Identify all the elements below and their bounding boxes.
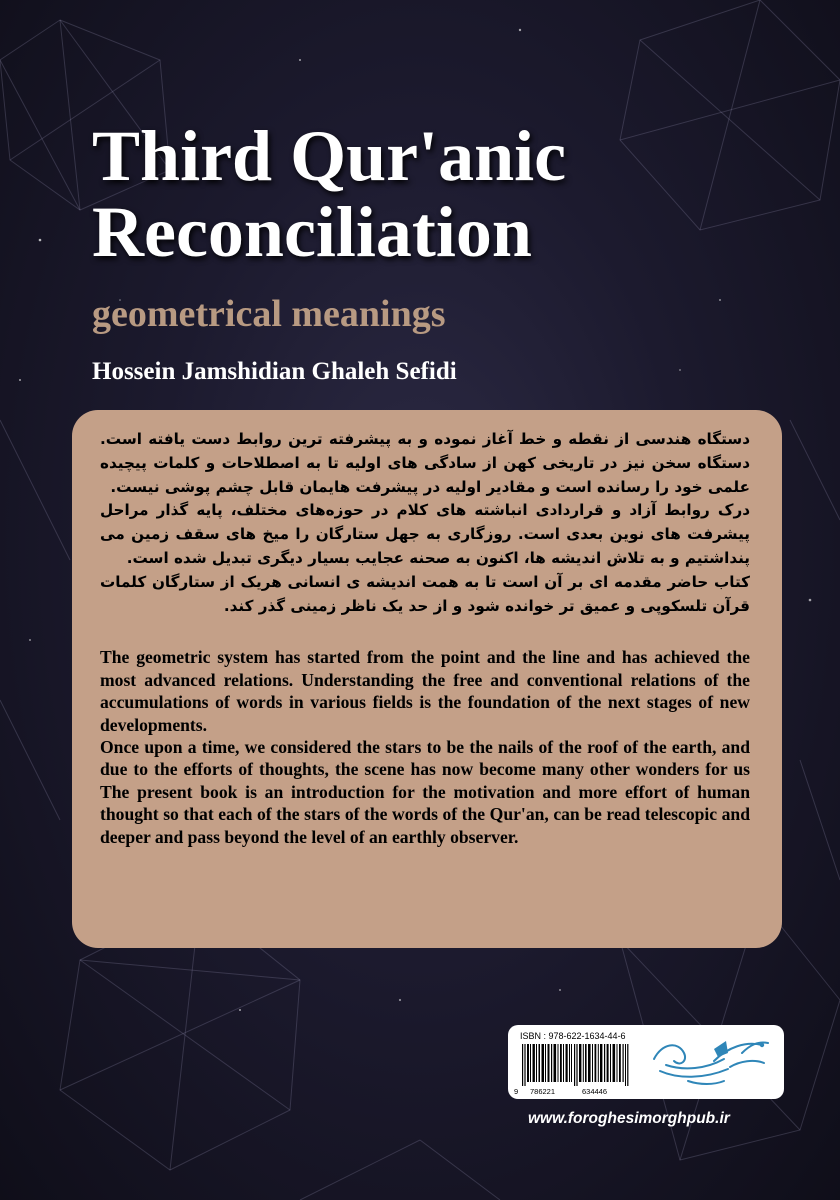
english-blurb: [100, 646, 750, 848]
persian-blurb: [100, 428, 750, 618]
barcode-digit-prefix: 9: [514, 1087, 519, 1096]
isbn-box: [508, 1025, 784, 1099]
persian-paragraph: درک روابط آزاد و قراردادی انباشته های کلام در حوزه‌های مختلف، پایه گذار مراحل پیشرفت های نوین بعدی است. روزگاری به جهل ستارگان را میخ های سقف زمین می پنداشتیم و به تلاش اندیشه ها، اکنون به صحنه عجایب بسیار دیگری تبدیل شده است.: [100, 501, 750, 567]
english-paragraph: Once upon a time, we considered the stars to be the nails of the roof of the earth, and due to the efforts of thoughts, the scene has now become many other wonders for us The present book is an introduction for the motivation and more effort of human thought so that each of the stars of the words of the Qur'an, can be read telescopic and deeper and pass beyond the level of an earthly observer.: [100, 737, 750, 847]
barcode-digit-group: 786221: [530, 1087, 556, 1096]
publisher-url[interactable]: www.foroghesimorghpub.ir: [528, 1110, 730, 1127]
persian-paragraph: کتاب حاضر مقدمه ای بر آن است تا به همت اندیشه ی انسانی هریک از ستارگان کلمات قرآن تلسکوپی و عمیق تر خوانده شود و از حد یک ناظر زمینی گذر کند.: [100, 572, 750, 615]
persian-paragraph: دستگاه هندسی از نقطه و خط آغاز نموده و به پیشرفته ترین روابط دست یافته است. دستگاه سخن نیز در تاریخی کهن از سادگی های اولیه تا به اصطلاحات و کلمات پیچیده علمی خود را رسانده است و مقادیر اولیه در پیشرفت هایمان قابل چشم پوشی نیست.: [100, 430, 750, 496]
barcode-digit-group: 634446: [582, 1087, 608, 1096]
blurb-panel: [72, 410, 782, 948]
book-title-line-1: Third Qur'anic: [92, 116, 567, 196]
isbn-label: ISBN : 978-622-1634-44-6: [520, 1031, 626, 1041]
author-name: Hossein Jamshidian Ghaleh Sefidi: [92, 358, 457, 385]
book-subtitle: geometrical meanings: [92, 293, 446, 335]
book-title: [92, 118, 792, 270]
barcode: [522, 1044, 632, 1086]
english-paragraph: The geometric system has started from the point and the line and has achieved the most advanced relations. Understanding the free and conventional relations of the accumulations of words in various fields is the foundation of the next stages of new developments.: [100, 647, 750, 735]
book-title-line-2: Reconciliation: [92, 192, 532, 272]
simorgh-bird-logo-icon: [644, 1031, 774, 1091]
